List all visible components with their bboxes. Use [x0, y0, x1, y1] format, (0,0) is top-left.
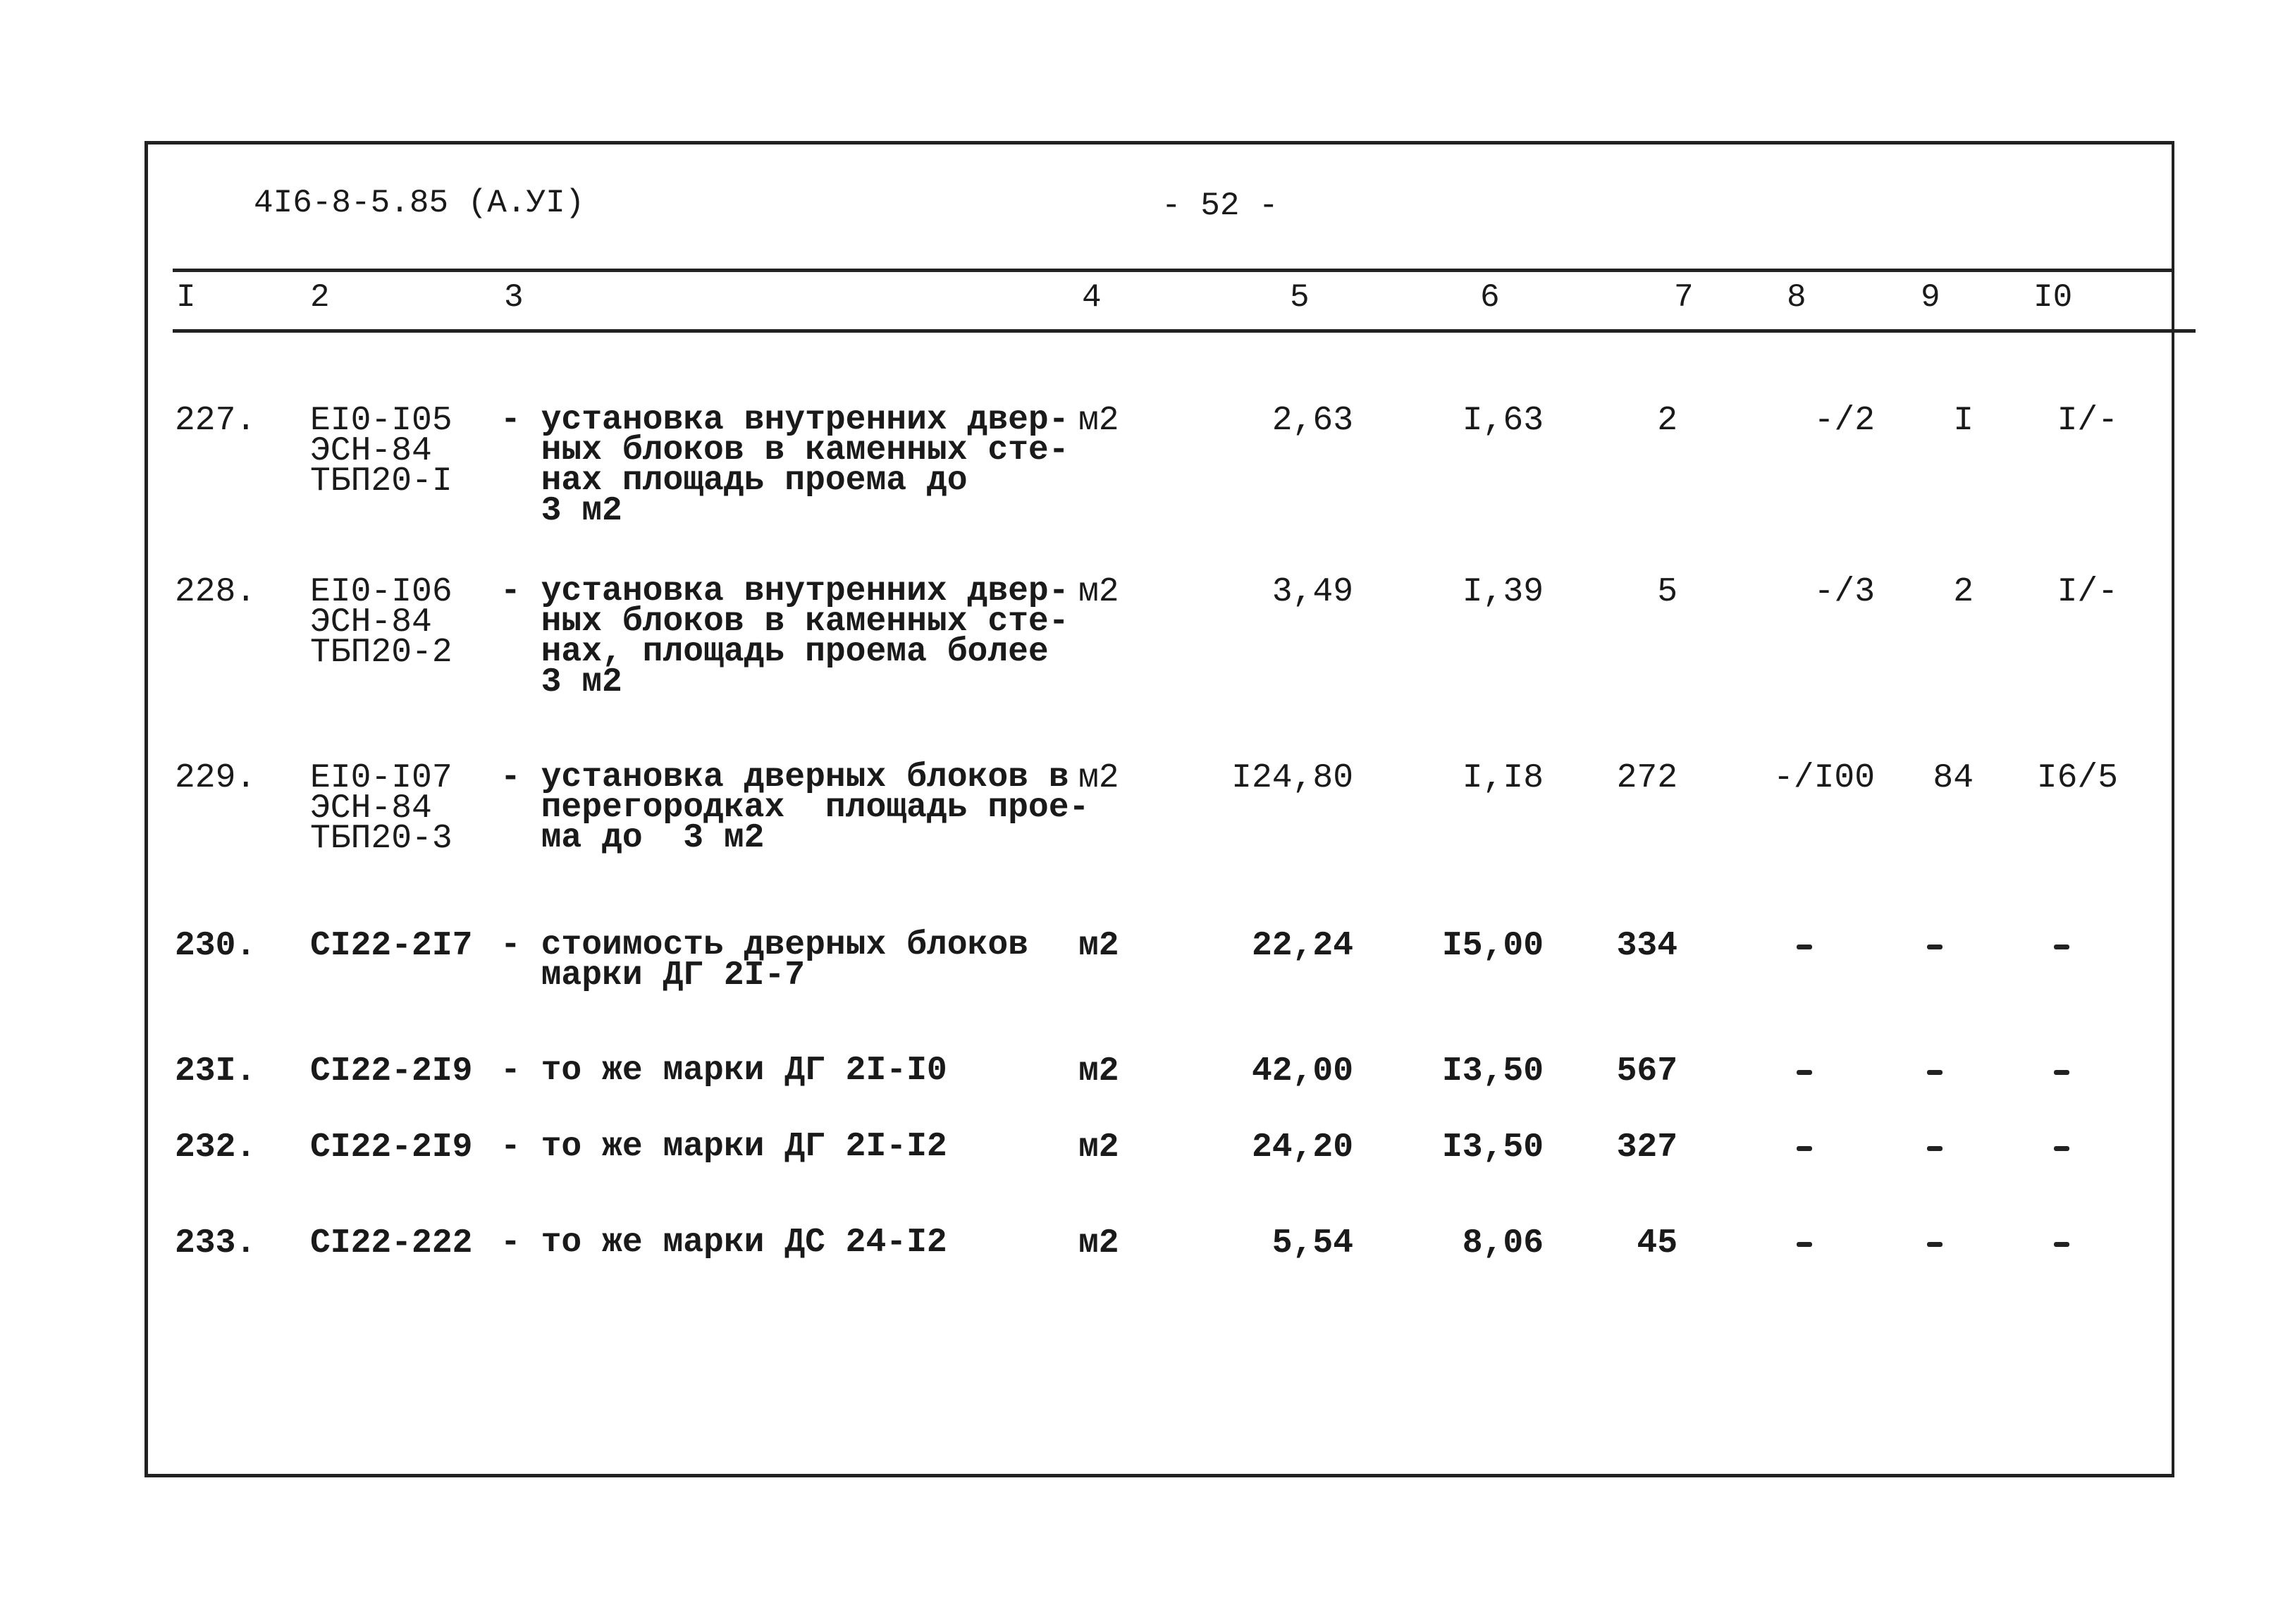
col6-value: 8,06: [1462, 1224, 1544, 1262]
row-description: - установка дверных блоков в: [500, 758, 1069, 796]
col7-value: 567: [1616, 1052, 1678, 1090]
col10-value-dash: [2054, 1242, 2069, 1247]
col10-value-dash: [2054, 945, 2069, 949]
row-description: ма до 3 м2: [500, 819, 765, 857]
row-description: ных блоков в каменных сте-: [500, 431, 1069, 469]
row-description: - стоимость дверных блоков: [500, 926, 1028, 964]
row-code: ЭСН-84: [310, 432, 432, 470]
header-rule-bottom: [173, 329, 2196, 333]
row-unit: м2: [1078, 1128, 1119, 1167]
col5-value: 2,63: [1272, 402, 1353, 440]
row-code: ТБП20-I: [310, 462, 453, 500]
column-number: 5: [1290, 279, 1310, 316]
row-description: - то же марки ДС 24-I2: [500, 1224, 947, 1262]
row-unit: м2: [1078, 402, 1119, 440]
col6-value: I3,50: [1441, 1052, 1544, 1090]
row-description: ных блоков в каменных сте-: [500, 603, 1069, 641]
row-description: 3 м2: [500, 492, 622, 530]
col7-value: 45: [1637, 1224, 1678, 1262]
col5-value: 5,54: [1272, 1224, 1353, 1262]
column-number: 2: [310, 279, 330, 316]
col9-value-dash: [1927, 1070, 1943, 1075]
row-unit: м2: [1078, 759, 1119, 797]
col7-value: 2: [1657, 402, 1678, 440]
col6-value: I,I8: [1462, 759, 1544, 797]
col6-value: I3,50: [1441, 1128, 1544, 1167]
row-number: 232.: [175, 1128, 257, 1167]
col9-value: I: [1953, 402, 1974, 440]
row-description: 3 м2: [500, 663, 622, 701]
col6-value: I,39: [1462, 573, 1544, 611]
row-code: EI0-I06: [310, 573, 453, 611]
row-unit: м2: [1078, 573, 1119, 611]
column-number: I0: [2033, 279, 2073, 316]
row-description: - то же марки ДГ 2I-I2: [500, 1128, 947, 1166]
col8-value-dash: [1797, 1242, 1812, 1247]
col5-value: 22,24: [1251, 927, 1353, 965]
col7-value: 272: [1616, 759, 1678, 797]
row-number: 228.: [175, 573, 257, 611]
col9-value-dash: [1927, 1146, 1943, 1151]
row-number: 230.: [175, 927, 257, 965]
column-number: 3: [504, 279, 524, 316]
col10-value: I6/5: [2036, 759, 2118, 797]
col7-value: 327: [1616, 1128, 1678, 1167]
col8-value-dash: [1797, 1070, 1812, 1075]
row-description: - установка внутренних двер-: [500, 401, 1069, 439]
col6-value: I5,00: [1441, 927, 1544, 965]
row-code: ТБП20-2: [310, 634, 453, 672]
col9-value-dash: [1927, 1242, 1943, 1247]
row-code: EI0-I05: [310, 402, 453, 440]
row-description: перегородках площадь прое-: [500, 789, 1090, 827]
row-description: - установка внутренних двер-: [500, 572, 1069, 610]
col7-value: 334: [1616, 927, 1678, 965]
col10-value-dash: [2054, 1146, 2069, 1151]
column-number: 7: [1674, 279, 1694, 316]
row-unit: м2: [1078, 927, 1119, 965]
column-number: 8: [1787, 279, 1806, 316]
col10-value-dash: [2054, 1070, 2069, 1075]
column-number: 9: [1921, 279, 1940, 316]
col6-value: I,63: [1462, 402, 1544, 440]
page-number: - 52 -: [1162, 187, 1279, 224]
row-unit: м2: [1078, 1224, 1119, 1262]
col9-value: 2: [1953, 573, 1974, 611]
col8-value: -/2: [1814, 402, 1875, 440]
row-number: 227.: [175, 402, 257, 440]
row-description: марки ДГ 2I-7: [500, 956, 806, 995]
row-code: CI22-2I7: [310, 927, 473, 965]
col5-value: 42,00: [1251, 1052, 1353, 1090]
col8-value: -/I00: [1773, 759, 1875, 797]
col9-value-dash: [1927, 945, 1943, 949]
row-code: CI22-222: [310, 1224, 473, 1262]
row-number: 233.: [175, 1224, 257, 1262]
row-code: EI0-I07: [310, 759, 453, 797]
col8-value-dash: [1797, 1146, 1812, 1151]
col8-value: -/3: [1814, 573, 1875, 611]
col8-value-dash: [1797, 945, 1812, 949]
row-code: ЭСН-84: [310, 603, 432, 641]
column-number: I: [176, 279, 196, 316]
column-number: 4: [1082, 279, 1102, 316]
row-code: ТБП20-3: [310, 820, 453, 858]
document-code: 4I6-8-5.85 (А.УI): [254, 185, 585, 221]
row-code: CI22-2I9: [310, 1052, 473, 1090]
row-number: 23I.: [175, 1052, 257, 1090]
col10-value: I/-: [2057, 573, 2118, 611]
col7-value: 5: [1657, 573, 1678, 611]
col10-value: I/-: [2057, 402, 2118, 440]
page-frame: [144, 141, 2174, 1477]
row-unit: м2: [1078, 1052, 1119, 1090]
col9-value: 84: [1933, 759, 1974, 797]
row-number: 229.: [175, 759, 257, 797]
row-code: CI22-2I9: [310, 1128, 473, 1167]
header-rule-top: [173, 269, 2174, 272]
row-description: - то же марки ДГ 2I-I0: [500, 1052, 947, 1090]
col5-value: 24,20: [1251, 1128, 1353, 1167]
row-description: нах площадь проема до: [500, 462, 968, 500]
row-description: нах, площадь проема более: [500, 633, 1049, 671]
col5-value: I24,80: [1231, 759, 1353, 797]
row-code: ЭСН-84: [310, 789, 432, 828]
col5-value: 3,49: [1272, 573, 1353, 611]
column-number: 6: [1480, 279, 1500, 316]
